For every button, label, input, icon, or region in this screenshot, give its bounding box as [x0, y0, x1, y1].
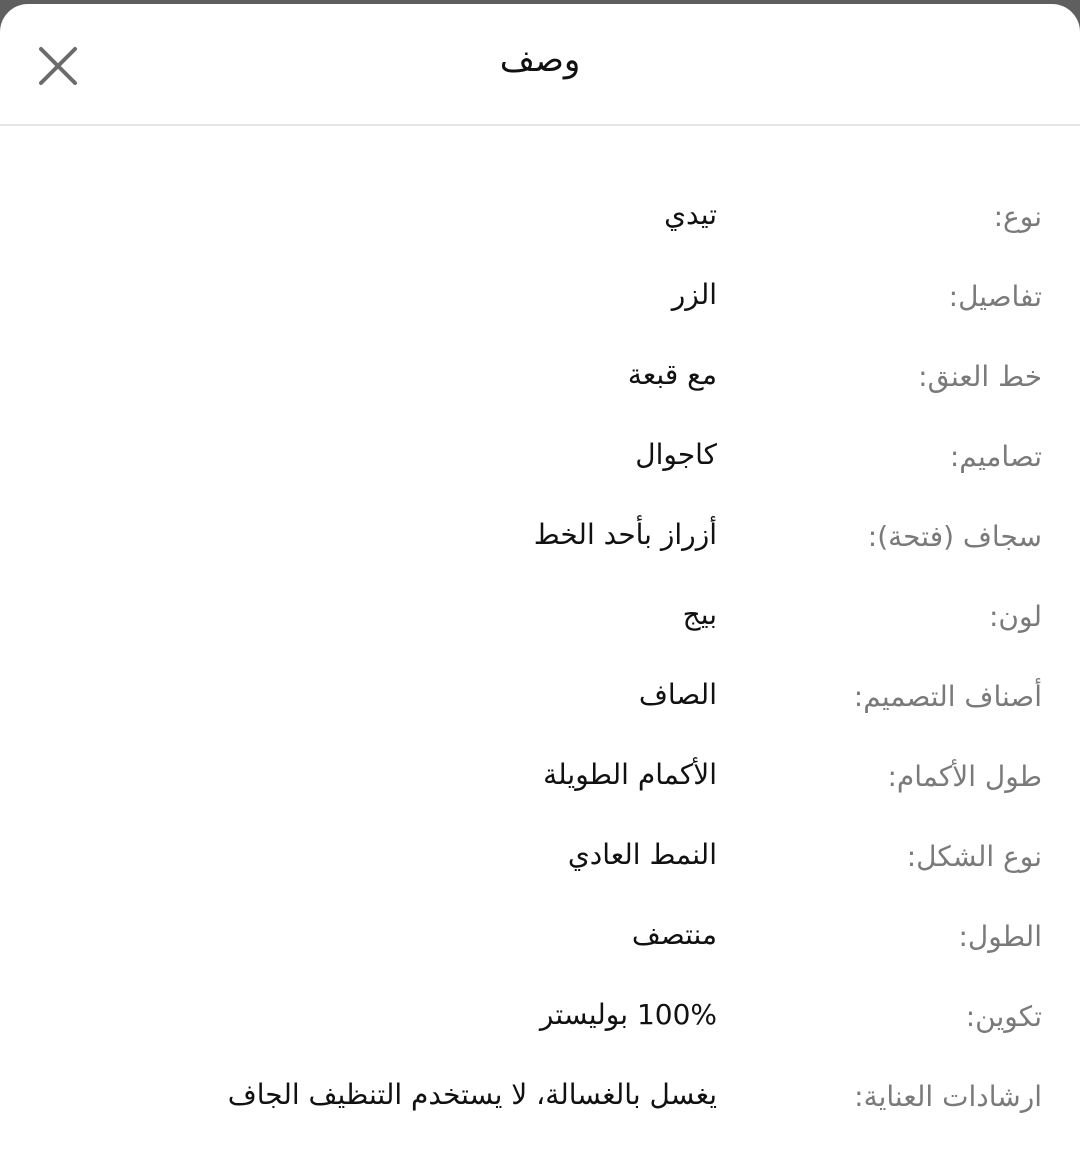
attribute-value: 100% بوليستر — [539, 998, 717, 1031]
attribute-row-details — [0, 262, 1080, 342]
close-button[interactable] — [34, 42, 82, 90]
attribute-label: تفاصيل: — [948, 280, 1042, 313]
attribute-row-designs — [0, 422, 1080, 502]
description-sheet — [0, 4, 1080, 1151]
attribute-row-placket — [0, 502, 1080, 582]
attribute-label: لون: — [989, 600, 1042, 633]
attribute-row-pattern — [0, 662, 1080, 742]
attribute-value: بيج — [682, 598, 717, 631]
sheet-title: وصف — [499, 40, 581, 80]
attribute-label: نوع الشكل: — [906, 840, 1042, 873]
attribute-value: الأكمام الطويلة — [543, 758, 717, 791]
attribute-label: نوع: — [993, 200, 1042, 233]
attribute-row-fit-type — [0, 822, 1080, 902]
attribute-row-length — [0, 902, 1080, 982]
attribute-row-sleeve-length — [0, 742, 1080, 822]
attribute-value: الصاف — [638, 678, 717, 711]
attribute-label: تكوين: — [965, 1000, 1042, 1033]
attribute-row-color — [0, 582, 1080, 662]
attribute-label: الطول: — [958, 920, 1042, 953]
attribute-value: مع قبعة — [627, 358, 717, 391]
attribute-value: كاجوال — [635, 438, 717, 471]
sheet-header — [0, 4, 1080, 126]
attribute-label: تصاميم: — [949, 440, 1042, 473]
attribute-row-neckline — [0, 342, 1080, 422]
attribute-value: يغسل بالغسالة، لا يستخدم التنظيف الجاف — [227, 1078, 717, 1111]
attribute-row-care-instructions — [0, 1062, 1080, 1142]
attribute-label: طول الأكمام: — [887, 760, 1042, 793]
attribute-list — [0, 182, 1080, 1142]
attribute-value: النمط العادي — [567, 838, 717, 871]
attribute-label: أصناف التصميم: — [853, 680, 1042, 713]
attribute-label: خط العنق: — [918, 360, 1042, 393]
attribute-value: الزر — [671, 278, 717, 311]
attribute-value: منتصف — [631, 918, 717, 951]
attribute-label: ارشادات العناية: — [854, 1080, 1042, 1113]
attribute-row-type — [0, 182, 1080, 262]
attribute-row-composition — [0, 982, 1080, 1062]
attribute-value: أزراز بأحد الخط — [533, 518, 717, 551]
attribute-value: تيدي — [664, 198, 717, 231]
close-icon — [36, 44, 80, 88]
attribute-label: سجاف (فتحة): — [867, 520, 1042, 553]
